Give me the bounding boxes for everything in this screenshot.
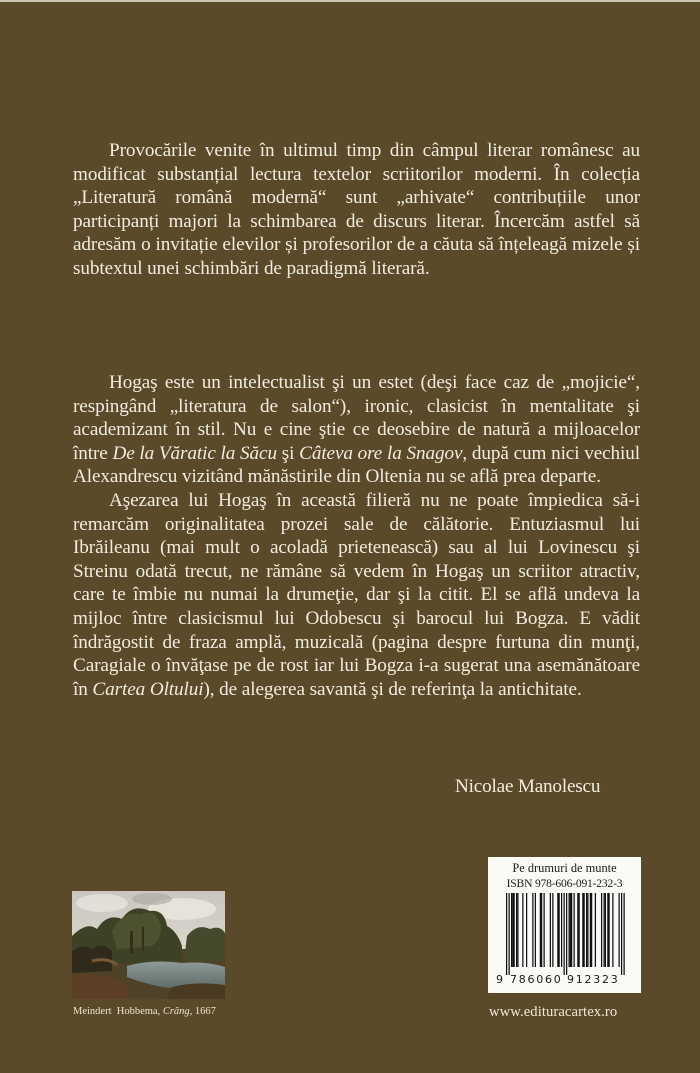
- review-text: şi: [276, 442, 300, 464]
- barcode-bar: [532, 893, 533, 967]
- barcode-digit: 3: [610, 973, 618, 986]
- barcode-bar: [557, 893, 558, 967]
- barcode-bar: [544, 893, 545, 967]
- barcode-bar: [574, 893, 575, 967]
- barcode: [498, 893, 631, 975]
- barcode-digit: 8: [518, 973, 526, 986]
- barcode-digit: 7: [510, 973, 517, 986]
- caption-year: , 1667: [189, 1006, 216, 1017]
- barcode-digit: 9: [496, 973, 503, 986]
- barcode-bar: [569, 893, 570, 967]
- review-text: ), de alegerea savantă şi de referinţa la antichitate.: [203, 678, 582, 700]
- barcode-bar: [509, 893, 510, 975]
- barcode-bar: [619, 893, 620, 967]
- collection-blurb: [73, 139, 640, 281]
- barcode-bar: [587, 893, 588, 967]
- barcode-bar: [506, 893, 507, 975]
- work-title: Câteva ore la Snagov: [299, 442, 463, 464]
- barcode-bar: [540, 893, 541, 967]
- barcode-bar: [566, 893, 567, 975]
- barcode-bar: [595, 893, 596, 967]
- blurb-paragraph: Provocările venite în ultimul timp din câmpul literar românesc au modificat substanțial lectura textelor scriitorilor moderni. În colecția „Literatură română modernă“ sunt „arhivate“ contribuțiile unor participanți majori la schimbarea de discurs literar. Încercăm astfel să adresăm o invitație elevilor și profesorilor de a căuta să înțeleagă mizele și subtextul unei schimbări de paradigmă literară.: [73, 140, 640, 279]
- barcode-digit: 0: [536, 973, 544, 986]
- barcode-bar: [550, 893, 551, 967]
- barcode-bar: [512, 893, 513, 967]
- barcode-bar: [535, 893, 536, 967]
- barcode-bar: [584, 893, 585, 967]
- work-title: De la Văratic la Săcu: [112, 442, 277, 464]
- barcode-bar: [516, 893, 517, 967]
- barcode-bar: [570, 893, 571, 967]
- work-title: Cartea Oltului: [92, 678, 204, 700]
- barcode-bar: [517, 893, 518, 967]
- barcode-digit: 1: [575, 973, 583, 986]
- landscape-painting-image: [72, 891, 225, 999]
- barcode-bar: [579, 893, 580, 967]
- barcode-digit: 9: [567, 973, 574, 986]
- barcode-bar: [561, 893, 562, 967]
- barcode-bar: [604, 893, 605, 967]
- barcode-digit: 0: [553, 973, 561, 986]
- barcode-bar: [607, 893, 608, 967]
- barcode-bar: [624, 893, 625, 975]
- barcode-bar: [621, 893, 622, 975]
- barcode-bar: [564, 893, 565, 975]
- barcode-bar: [582, 893, 583, 967]
- barcode-digit: 2: [584, 973, 592, 986]
- caption-artist: Meindert Hobbema,: [73, 1006, 163, 1017]
- barcode-bar: [514, 893, 515, 967]
- isbn-barcode-box: [488, 857, 641, 993]
- barcode-bar: [590, 893, 591, 967]
- barcode-digit: 3: [593, 973, 601, 986]
- barcode-bar: [526, 893, 527, 967]
- barcode-bar: [552, 893, 553, 967]
- barcode-bar: [571, 893, 572, 967]
- barcode-bar: [612, 893, 613, 967]
- barcode-digit: 2: [602, 973, 609, 986]
- isbn-number: ISBN 978-606-091-232-3: [506, 877, 623, 890]
- review-paragraph-2: [73, 489, 640, 701]
- barcode-bar: [586, 893, 587, 967]
- barcode-digit: 6: [527, 973, 535, 986]
- barcode-bar: [591, 893, 592, 967]
- barcode-bar: [522, 893, 523, 967]
- review-text: , după cum nici vechiul Alexandrescu vizitând mănăstirile din Oltenia nu se află prea departe.: [73, 442, 641, 488]
- barcode-digit: 6: [545, 973, 552, 986]
- barcode-bar: [609, 893, 610, 967]
- barcode-bar: [601, 893, 602, 967]
- barcode-bar: [559, 893, 560, 967]
- book-title: Pe drumuri de munte: [512, 861, 617, 875]
- review-text: Hogaş este un intelectualist şi un estet (deşi face caz de „mojicie“, respingând „literatura de salon“), ironic, clasicist în mentalitate şi academizant în stil. Nu e cine ştie ce deosebire de natură a mijloacelor între: [73, 372, 640, 464]
- cover-painting: [72, 891, 225, 999]
- barcode-bar: [511, 893, 512, 967]
- caption-title: Crâng: [162, 1006, 190, 1017]
- barcode-bar: [605, 893, 606, 967]
- review-author: Nicolae Manolescu: [455, 776, 601, 797]
- barcode-bar: [541, 893, 542, 967]
- top-edge-line: [0, 0, 700, 2]
- review-text: Aşezarea lui Hogaş în această filieră nu ne poate împiedica să-i remarcăm originalitatea prozei sale de călătorie. Entuziasmul lui Ibrăileanu (mai mult o acoladă prietenească) sau al lui Lovinescu şi Streinu odată trecut, ne rămâne să vedem în Hogaş un scriitor atractiv, care te îmbie nu numai la drumeţie, dar şi la citit. El se află undeva la mijloc între clasicismul lui Odobescu şi barocul lui Bogza. E vădit îndrăgostit de fraza amplă, muzicală (pagina despre furtuna din munţi, Caragiale o învăţase pe de rost iar lui Bogza i-a sugerat una asemănătoare în: [73, 489, 640, 700]
- critic-review: [73, 371, 640, 701]
- review-paragraph-1: [73, 371, 640, 489]
- barcode-bar: [577, 893, 578, 967]
- publisher-website: www.edituracartex.ro: [489, 1004, 618, 1020]
- painting-caption: [73, 1006, 216, 1017]
